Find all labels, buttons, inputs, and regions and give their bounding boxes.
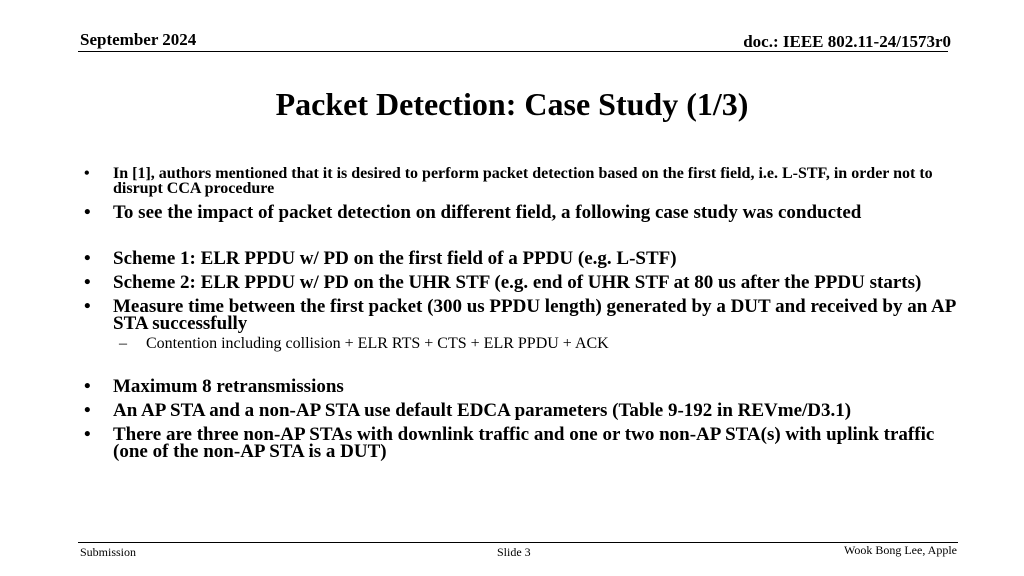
- bullet-item: [84, 298, 964, 332]
- sub-bullet-marker: –: [119, 335, 127, 352]
- footer-submission: Submission: [80, 545, 137, 559]
- bullet-marker: •: [84, 296, 91, 317]
- bullet-item: [84, 204, 964, 221]
- bullet-text: Measure time between the first packet (300 us PPDU length) generated by a DUT and received by an AP STA successfully: [113, 296, 956, 334]
- bullet-item: [84, 274, 964, 291]
- bullet-text: To see the impact of packet detection on different field, a following case study was conducted: [113, 202, 862, 223]
- footer-author: Wook Bong Lee, Apple: [843, 543, 957, 557]
- header-doc-id: doc.: IEEE 802.11-24/1573r0: [743, 32, 951, 51]
- bullet-text: In [1], authors mentioned that it is desired to perform packet detection based on the first field, i.e. L-STF, in order not to disrupt CCA procedure: [113, 165, 933, 197]
- bullet-marker: •: [84, 424, 91, 445]
- bullet-marker: •: [84, 248, 91, 269]
- bullet-item: [84, 166, 964, 196]
- bullet-item: [84, 426, 964, 460]
- bullet-item: [84, 250, 964, 267]
- bullet-item: [84, 378, 964, 395]
- bullet-text: There are three non-AP STAs with downlink traffic and one or two non-AP STA(s) with uplink traffic (one of the non-AP STA is a DUT): [113, 424, 935, 462]
- sub-bullet-item: [84, 335, 964, 353]
- bullet-marker: •: [84, 400, 91, 421]
- bullet-text: Scheme 2: ELR PPDU w/ PD on the UHR STF (e.g. end of UHR STF at 80 us after the PPDU starts): [113, 272, 922, 293]
- sub-bullet-text: Contention including collision + ELR RTS + CTS + ELR PPDU + ACK: [146, 335, 609, 352]
- header-divider: [78, 51, 948, 52]
- footer-slide-number: Slide 3: [497, 545, 531, 559]
- header-date: September 2024: [80, 30, 197, 49]
- bullet-marker: •: [84, 272, 91, 293]
- footer-divider: [78, 542, 958, 543]
- bullet-marker: •: [84, 202, 91, 223]
- slide-title: Packet Detection: Case Study (1/3): [275, 86, 749, 122]
- bullet-text: Maximum 8 retransmissions: [113, 376, 344, 397]
- bullet-text: An AP STA and a non-AP STA use default EDCA parameters (Table 9-192 in REVme/D3.1): [113, 400, 852, 421]
- bullet-marker: •: [84, 376, 91, 397]
- slide-body: [84, 166, 964, 460]
- bullet-marker: •: [84, 165, 90, 182]
- bullet-item: [84, 402, 964, 419]
- bullet-text: Scheme 1: ELR PPDU w/ PD on the first field of a PPDU (e.g. L-STF): [113, 248, 677, 269]
